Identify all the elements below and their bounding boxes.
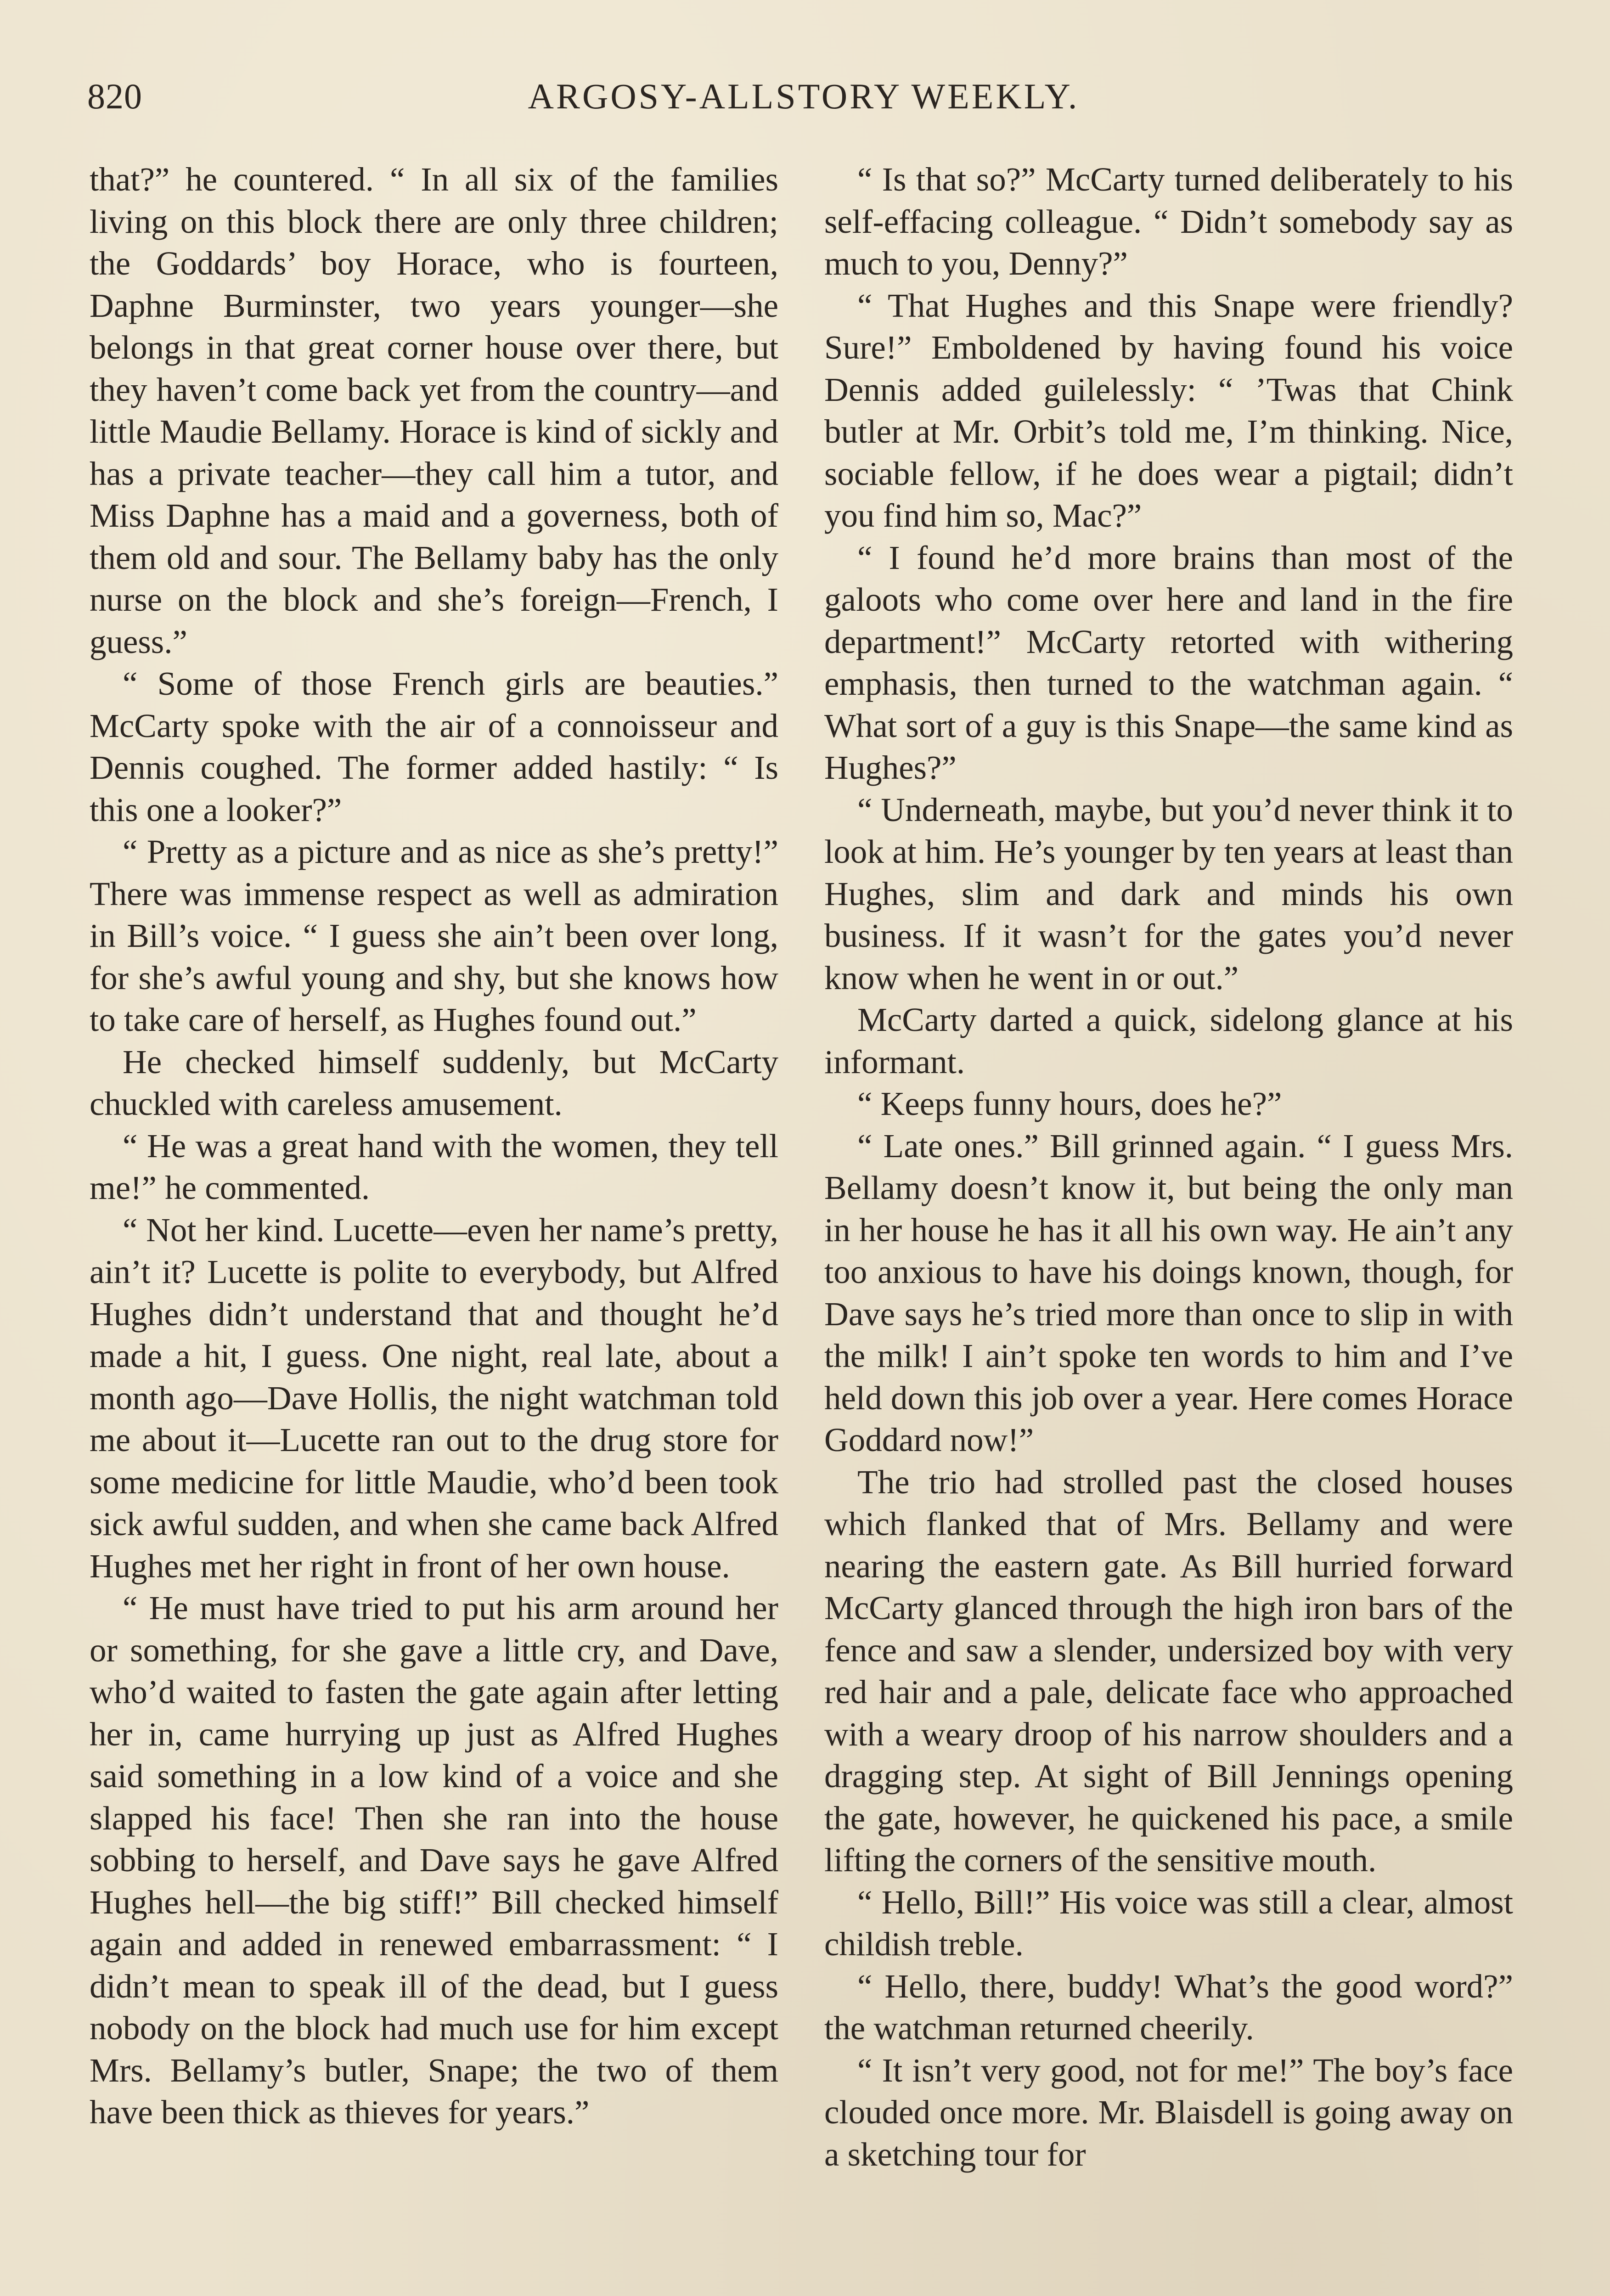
paragraph: “ Keeps funny hours, does he?” [857,1085,1282,1122]
left-column [90,158,778,2133]
paragraph: “ Hello, Bill!” His voice was still a clear, almost childish treble. [824,1883,1513,1963]
paragraph: “ Hello, there, buddy! What’s the good word?” the watchman returned cheerily. [824,1967,1513,2047]
paragraph: “ Some of those French girls are beauties.” McCarty spoke with the air of a connoisseur and Dennis coughed. The former added hastily: “ Is this one a looker?” [90,665,778,828]
paragraph: “ Underneath, maybe, but you’d never think it to look at him. He’s younger by ten years at least than Hughes, slim and dark and minds his own business. If it wasn’t for the gates you’d never know when he went in or out.” [824,791,1513,996]
paragraph: “ He must have tried to put his arm around her or something, for she gave a little cry, and Dave, who’d waited to fasten the gate again after letting her in, came hurrying up just as Alfred Hughes said something in a low kind of a voice and she slapped his face! Then she ran into the house sobbing to herself, and Dave says he gave Alfred Hughes hell—the big stiff!” Bill checked himself again and added in renewed embarrassment: “ I didn’t mean to speak ill of the dead, but I guess nobody on the block had much use for him except Mrs. Bellamy’s butler, Snape; the two of them have been thick as thieves for years.” [90,1589,778,2131]
paragraph: “ He was a great hand with the women, they tell me!” he commented. [90,1127,778,1206]
paragraph: He checked himself suddenly, but McCarty chuckled with careless amusement. [90,1043,778,1122]
right-column [824,158,1513,2175]
page-number: 820 [87,76,142,116]
paragraph: “ I found he’d more brains than most of the galoots who come over here and land in the fire department!” McCarty retorted with withering emphasis, then turned to the watchman again. “ What sort of a guy is this Snape—the same kind as Hughes?” [824,539,1513,786]
paragraph: McCarty darted a quick, sidelong glance at his informant. [824,1001,1513,1080]
paragraph: “ Not her kind. Lucette—even her name’s pretty, ain’t it? Lucette is polite to everybody, but Alfred Hughes didn’t understand that and thought he’d made a hit, I guess. One night, real late, about a month ago—Dave Hollis, the night watchman told me about it—Lucette ran out to the drug store for some medicine for little Maudie, who’d been took sick awful sudden, and when she came back Alfred Hughes met her right in front of her own house. [90,1211,778,1585]
paragraph: “ Is that so?” McCarty turned deliberately to his self-effacing colleague. “ Didn’t somebody say as much to you, Denny?” [824,161,1513,282]
paragraph: “ That Hughes and this Snape were friendly? Sure!” Emboldened by having found his voice Dennis added guilelessly: “ ’Twas that Chink butler at Mr. Orbit’s told me, I’m thinking. Nice, sociable fellow, if he does wear a pigtail; didn’t you find him so, Mac?” [824,287,1513,534]
paragraph: The trio had strolled past the closed houses which flanked that of Mrs. Bellamy and were nearing the eastern gate. As Bill hurried forward McCarty glanced through the high iron bars of the fence and saw a slender, undersized boy with very red hair and a pale, delicate face who approached with a weary droop of his narrow shoulders and a dragging step. At sight of Bill Jennings opening the gate, however, he quickened his pace, a smile lifting the corners of the sensitive mouth. [824,1463,1513,1879]
paragraph: “ It isn’t very good, not for me!” The boy’s face clouded once more. Mr. Blaisdell is going away on a sketching tour for [824,2051,1513,2173]
paragraph: “ Pretty as a picture and as nice as she’s pretty!” There was immense respect as well as admiration in Bill’s voice. “ I guess she ain’t been over long, for she’s awful young and shy, but she knows how to take care of herself, as Hughes found out.” [90,833,778,1038]
paragraph: that?” he countered. “ In all six of the families living on this block there are only three children; the Goddards’ boy Horace, who is fourteen, Daphne Burminster, two years younger—she belongs in that great corner house over there, but they haven’t come back yet from the country—and little Maudie Bellamy. Horace is kind of sickly and has a private teacher—they call him a tutor, and Miss Daphne has a maid and a governess, both of them old and sour. The Bellamy baby has the only nurse on the block and she’s foreign—French, I guess.” [90,161,778,660]
page-header [87,69,1520,129]
running-title: ARGOSY-ALLSTORY WEEKLY. [528,76,1080,116]
paragraph: “ Late ones.” Bill grinned again. “ I guess Mrs. Bellamy doesn’t know it, but being the only man in her house he has it all his own way. He ain’t any too anxious to have his doings known, though, for Dave says he’s tried more than once to slip in with the milk! I ain’t spoke ten words to him and I’ve held down this job over a year. Here comes Horace Goddard now!” [824,1127,1513,1458]
